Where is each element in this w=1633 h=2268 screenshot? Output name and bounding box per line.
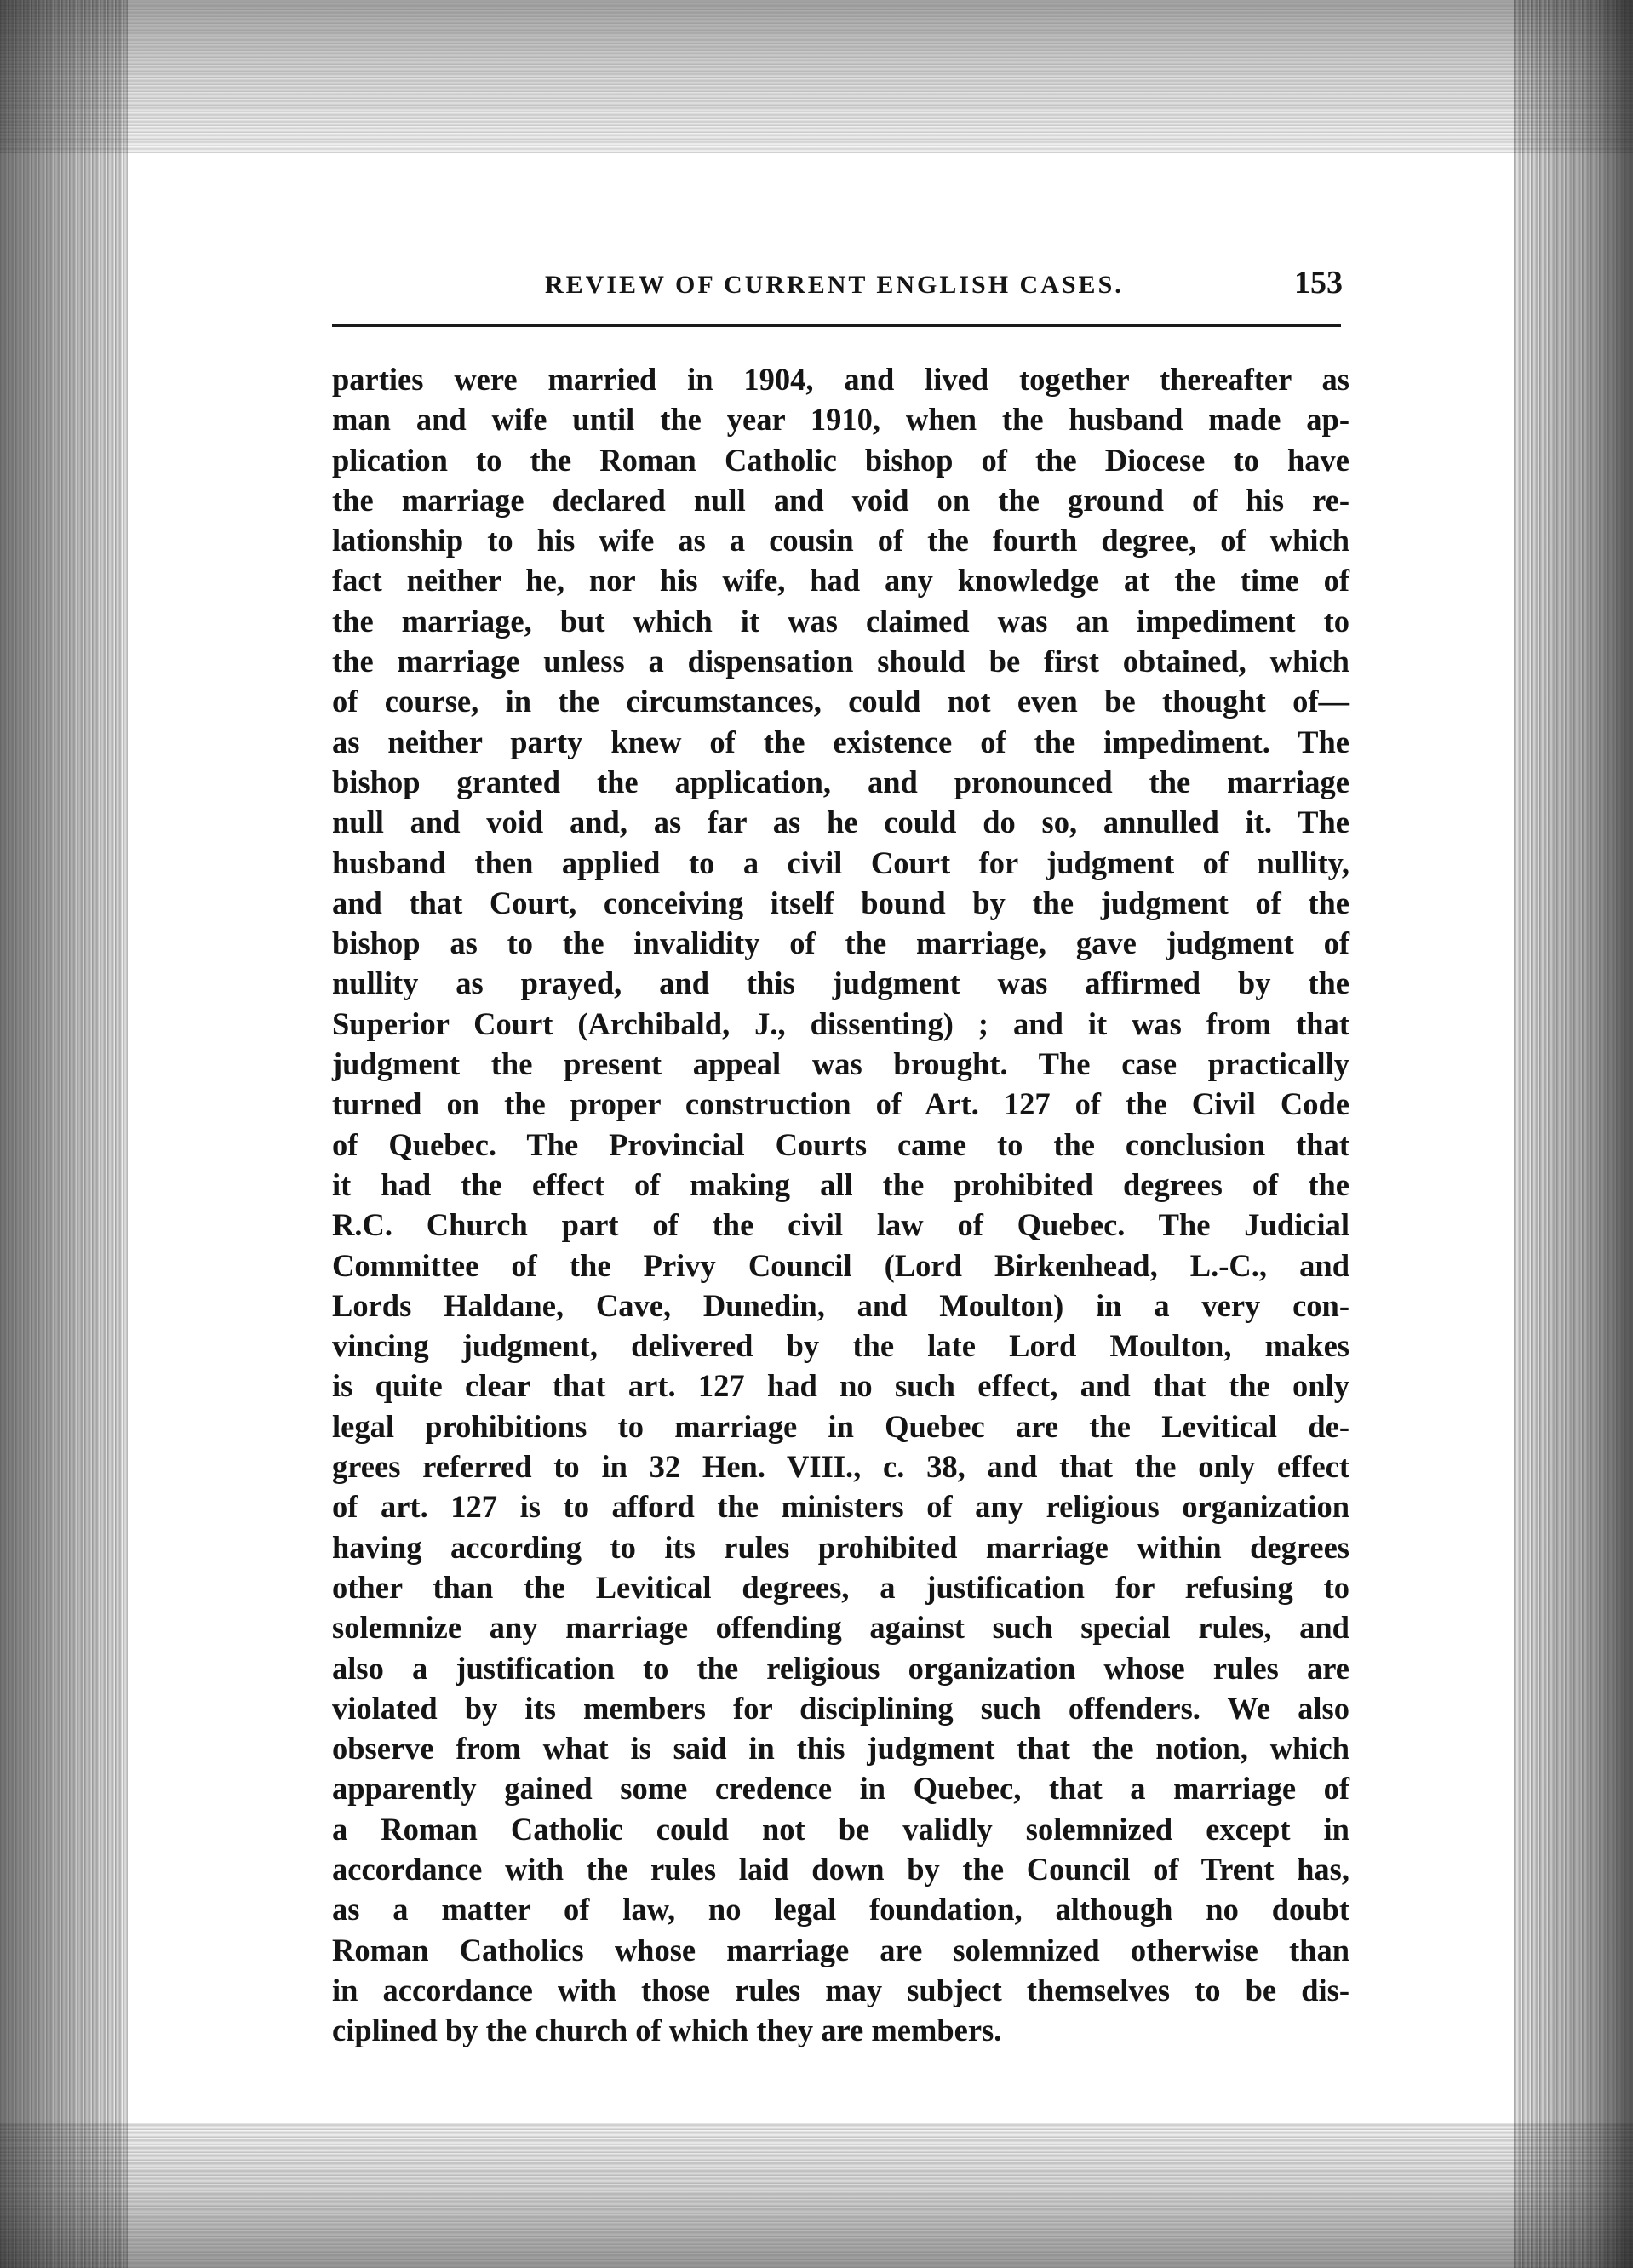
text-line: a Roman Catholic could not be validly solemnized except in — [332, 1811, 1349, 1847]
text-line: of course, in the circumstances, could not even be thought of— — [332, 684, 1349, 719]
text-line: fact neither he, nor his wife, had any knowledge at the time of — [332, 563, 1349, 598]
text-line: lationship to his wife as a cousin of the fourth degree, of which — [332, 523, 1349, 558]
text-line: is quite clear that art. 127 had no such effect, and that the only — [332, 1368, 1349, 1404]
text-line: as a matter of law, no legal foundation, although no doubt — [332, 1892, 1349, 1927]
text-line: the marriage, but which it was claimed was an impediment to — [332, 603, 1349, 639]
text-line: it had the effect of making all the prohibited degrees of the — [332, 1166, 1349, 1202]
text-line: other than the Levitical degrees, a justification for refusing to — [332, 1569, 1349, 1605]
scan-shadow-top — [0, 0, 1633, 153]
running-title: REVIEW OF CURRENT ENGLISH CASES. — [545, 271, 1124, 299]
text-line: Committee of the Privy Council (Lord Birkenhead, L.-C., and — [332, 1247, 1349, 1283]
text-line: parties were married in 1904, and lived together thereafter as — [332, 362, 1349, 397]
text-line: as neither party knew of the existence of the impediment. The — [332, 724, 1349, 759]
text-line: the marriage declared null and void on the ground of his re- — [332, 482, 1349, 518]
text-line: vincing judgment, delivered by the late Lord Moulton, makes — [332, 1328, 1349, 1364]
scan-shadow-left — [0, 0, 128, 2268]
body-paragraph — [332, 359, 1349, 2050]
text-line: husband then applied to a civil Court for judgment of nullity, — [332, 845, 1349, 880]
text-line: in accordance with those rules may subject themselves to be dis- — [332, 1972, 1349, 2007]
text-line: Roman Catholics whose marriage are solemnized otherwise than — [332, 1932, 1349, 1967]
page-number: 153 — [1294, 265, 1343, 301]
text-line: violated by its members for disciplining such offenders. We also — [332, 1690, 1349, 1726]
text-line: man and wife until the year 1910, when the husband made ap- — [332, 402, 1349, 438]
text-line: bishop as to the invalidity of the marriage, gave judgment of — [332, 925, 1349, 961]
text-line: turned on the proper construction of Art. 127 of the Civil Code — [332, 1086, 1349, 1122]
text-line: also a justification to the religious organization whose rules are — [332, 1650, 1349, 1686]
running-head — [332, 264, 1349, 315]
text-line: R.C. Church part of the civil law of Quebec. The Judicial — [332, 1207, 1349, 1243]
scan-shadow-bottom — [0, 2123, 1633, 2268]
text-line: apparently gained some credence in Quebec, that a marriage of — [332, 1771, 1349, 1807]
text-line: Superior Court (Archibald, J., dissenting) ; and it was from that — [332, 1005, 1349, 1041]
text-line: of Quebec. The Provincial Courts came to the conclusion that — [332, 1126, 1349, 1162]
text-line: nullity as prayed, and this judgment was affirmed by the — [332, 965, 1349, 1001]
text-line: judgment the present appeal was brought. The case practically — [332, 1046, 1349, 1082]
text-line: solemnize any marriage offending against such special rules, and — [332, 1610, 1349, 1646]
text-line: Lords Haldane, Cave, Dunedin, and Moulton) in a very con- — [332, 1287, 1349, 1323]
text-line: the marriage unless a dispensation should be first obtained, which — [332, 644, 1349, 679]
text-line: legal prohibitions to marriage in Quebec are the Levitical de- — [332, 1408, 1349, 1444]
scan-shadow-right — [1514, 0, 1633, 2268]
text-line: and that Court, conceiving itself bound by the judgment of the — [332, 885, 1349, 920]
header-rule — [332, 324, 1341, 327]
text-line: accordance with the rules laid down by the Council of Trent has, — [332, 1851, 1349, 1887]
text-line: ciplined by the church of which they are members. — [332, 2013, 1002, 2048]
text-line: having according to its rules prohibited marriage within degrees — [332, 1529, 1349, 1565]
text-line: bishop granted the application, and pronounced the marriage — [332, 764, 1349, 799]
text-line: null and void and, as far as he could do so, annulled it. The — [332, 805, 1349, 840]
page-content — [332, 264, 1349, 2050]
text-line: grees referred to in 32 Hen. VIII., c. 38, and that the only effect — [332, 1449, 1349, 1485]
text-line: plication to the Roman Catholic bishop of the Diocese to have — [332, 442, 1349, 478]
text-line: of art. 127 is to afford the ministers of any religious organization — [332, 1489, 1349, 1525]
text-line: observe from what is said in this judgment that the notion, which — [332, 1731, 1349, 1767]
